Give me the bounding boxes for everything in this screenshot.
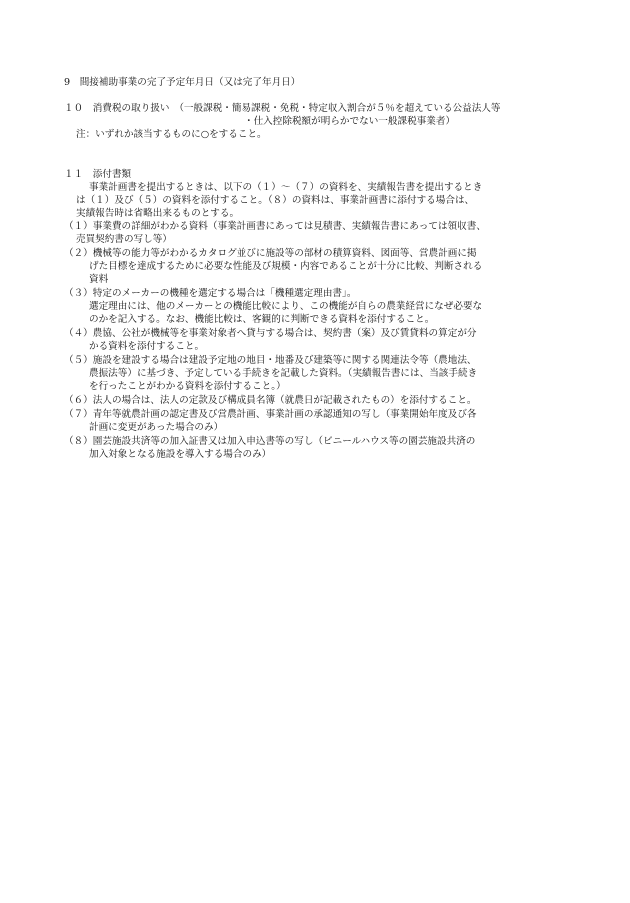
item-8-line: 加入対象となる施設を導入する場合のみ） <box>89 449 272 460</box>
item-4-line: かる資料を添付すること。 <box>89 341 205 352</box>
item-2-line: げた目標を達成するために必要な性能及び規模・内容であることが十分に比較、判断される <box>89 261 483 272</box>
intro-line: 実績報告時は省略出来るものとする。 <box>76 208 240 219</box>
item-4-line: （４）農協、公社が機械等を事業対象者へ貸与する場合は、契約書（案）及び賃貸料の算定が分 <box>64 328 477 339</box>
intro-line: 事業計画書を提出するときは、以下の（１）～（７）の資料を、実績報告書を提出するとき <box>89 182 483 193</box>
section10-line2: ・仕入控除税額が明らかでない一般課税事業者） <box>244 116 456 127</box>
item-3-line: （３）特定のメーカーの機種を選定する場合は「機種選定理由書」。 <box>64 288 357 299</box>
item-1-line: （１）事業費の詳細がわかる資料（事業計画書にあっては見積書、実績報告書にあっては領収書、 <box>64 221 486 232</box>
item-6-line: （６）法人の場合は、法人の定款及び構成員名簿（就農日が記載されたもの）を添付すること。 <box>64 395 477 406</box>
section9-line: 9 間接補助事業の完了予定年月日（又は完了年月日） <box>64 77 301 88</box>
item-5-line: （５）施設を建設する場合は建設予定地の地目・地番及び建築等に関する関連法令等（農地法、 <box>64 355 477 366</box>
item-2-line: 資料 <box>89 274 109 285</box>
item-5-line: を行ったことがわかる資料を添付すること。） <box>89 381 286 392</box>
section11-heading: １１ 添付書類 <box>64 169 132 180</box>
item-7-line: 計画に変更があった場合のみ） <box>89 422 224 433</box>
section10-line1: １０ 消費税の取り扱い （一般課税・簡易課税・免税・特定収入割合が５％を超えている公益法人等 <box>64 103 501 114</box>
intro-line: は（１）及び（５）の資料を添付すること。（８）の資料は、事業計画書に添付する場合は、 <box>76 195 475 206</box>
item-3-line: 選定理由には、他のメーカーとの機能比較により、この機能が自らの農業経営になぜ必要な <box>89 301 483 312</box>
item-1-line: 売買契約書の写し等） <box>76 234 172 245</box>
section10-note: 注：いずれか該当するものに○をすること。 <box>76 129 267 140</box>
item-5-line: 農振法等）に基づき、予定している手続きを記載した資料。（実績報告書には、当該手続き <box>89 368 478 379</box>
item-3-line: のかを記入する。なお、機能比較は、客観的に判断できる資料を添付すること。 <box>89 314 435 325</box>
item-2-line: （２）機械等の能力等がわかるカタログ並びに施設等の部材の積算資料、図面等、営農計画に掲 <box>64 248 477 259</box>
item-8-line: （８）園芸施設共済等の加入証書又は加入申込書等の写し（ビニールハウス等の園芸施設共済の <box>64 436 476 447</box>
item-7-line: （７）青年等就農計画の認定書及び営農計画、事業計画の承認通知の写し（事業開始年度及び各 <box>64 409 477 420</box>
